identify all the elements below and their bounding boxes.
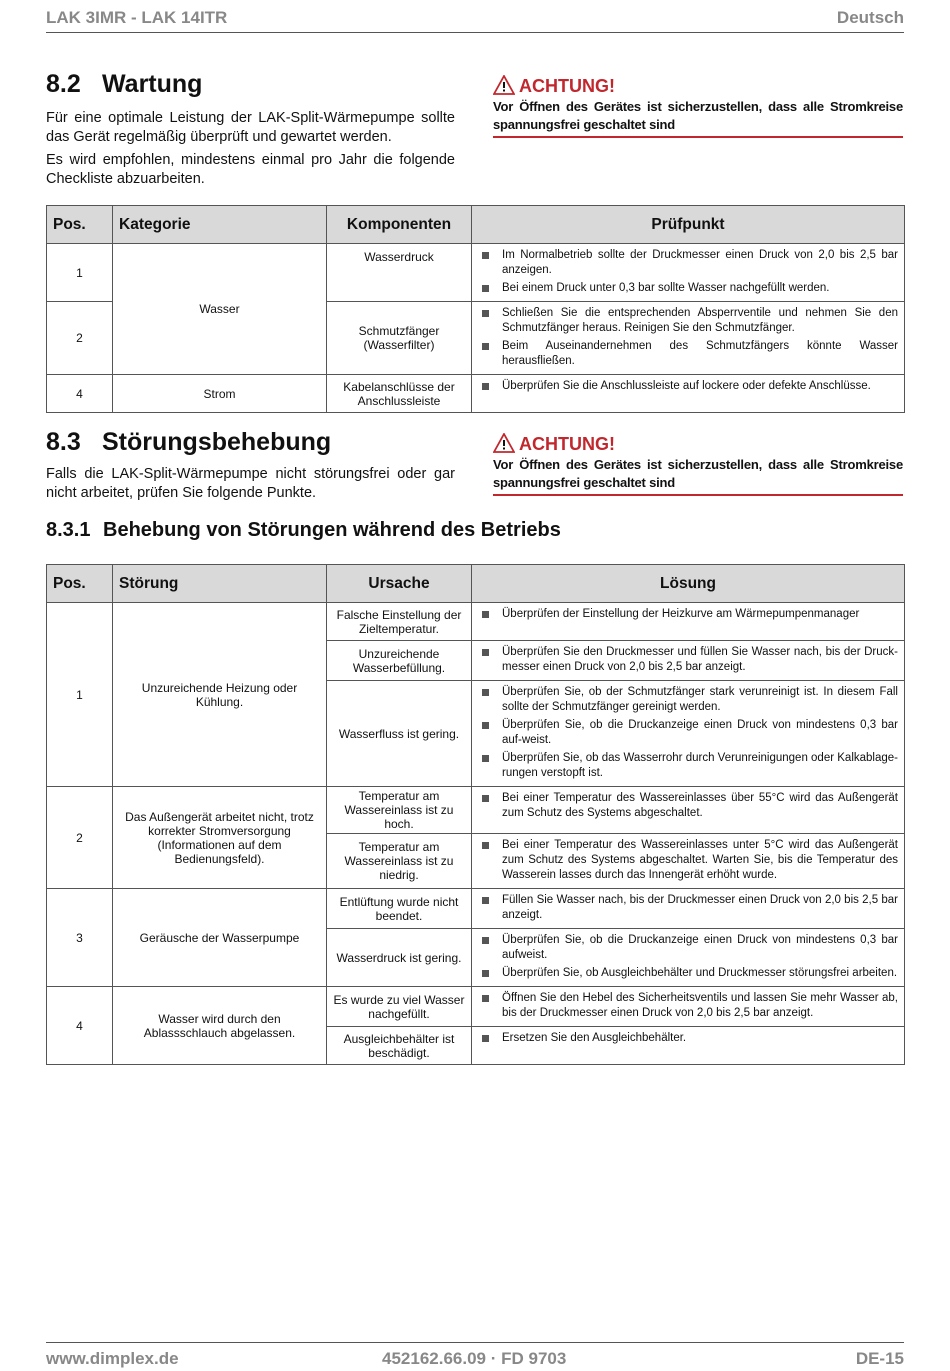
section-number: 8.3 bbox=[46, 428, 81, 456]
list-item: Öffnen Sie den Hebel des Sicherheitsventils und lassen Sie mehr Wasser ab, bis der Druckmesser einen Druck von 2,0 bis 2,5 bar anzeigt. bbox=[482, 991, 898, 1021]
fault-cell: Wasser wird durch den Ablassschlauch abgelassen. bbox=[113, 987, 327, 1065]
subsection-heading-8-3-1 bbox=[46, 519, 561, 542]
section-title: Störungsbehebung bbox=[102, 428, 332, 456]
solution-cell bbox=[472, 787, 905, 834]
page-footer bbox=[46, 1342, 904, 1371]
pos-cell: 2 bbox=[47, 787, 113, 889]
list-item: Beim Auseinandernehmen des Schmutzfängers könnte Wasser herausfließen. bbox=[482, 339, 898, 369]
paragraph: Für eine optimale Leistung der LAK-Split-Wärmepumpe sollte das Gerät regelmäßig überprüft und gewartet werden. bbox=[46, 110, 455, 145]
category-cell: Strom bbox=[113, 375, 327, 413]
list-item: Überprüfen Sie, ob Ausgleichbehälter und Druckmesser störungsfrei arbeiten. bbox=[482, 966, 898, 981]
pos-cell: 1 bbox=[47, 603, 113, 787]
category-cell: Wasser bbox=[113, 244, 327, 375]
section-number: 8.2 bbox=[46, 70, 81, 98]
column-header: Pos. bbox=[47, 565, 113, 603]
table-header-row bbox=[47, 565, 905, 603]
column-header: Pos. bbox=[47, 206, 113, 244]
cause-cell: Wasserfluss ist gering. bbox=[327, 681, 472, 787]
column-header: Lösung bbox=[472, 565, 905, 603]
list-item: Im Normalbetrieb sollte der Druckmesser einen Druck von 2,0 bis 2,5 bar anzeigen. bbox=[482, 248, 898, 278]
cause-cell: Entlüftung wurde nicht beendet. bbox=[327, 889, 472, 929]
list-item: Überprüfen der Einstellung der Heizkurve am Wärmepumpenmanager bbox=[482, 607, 898, 622]
section-number: 8.3.1 bbox=[46, 519, 91, 541]
warning-title: ACHTUNG! bbox=[493, 432, 903, 456]
troubleshooting-table bbox=[46, 564, 905, 1065]
warning-triangle-icon bbox=[493, 433, 515, 453]
page-number: DE-15 bbox=[855, 1349, 904, 1368]
column-header: Komponenten bbox=[327, 206, 472, 244]
component-cell: Wasserdruck bbox=[327, 244, 472, 302]
paragraph: Falls die LAK-Split-Wärmepumpe nicht störungsfrei oder gar nicht arbeitet, prüfen Sie folgende Punkte. bbox=[46, 466, 455, 501]
list-item: Überprüfen Sie, ob das Wasserrohr durch Verunreinigungen oder Kalkablage-rungen verstopft ist. bbox=[482, 751, 898, 781]
component-cell: Kabelanschlüsse der Anschlussleiste bbox=[327, 375, 472, 413]
column-header: Prüfpunkt bbox=[472, 206, 905, 244]
list-item: Bei einer Temperatur des Wassereinlasses unter 5°C wird das Außengerät zum Schutz des Systems abgeschaltet. Warten Sie, bis die Temperatur des Wasserein lasses durch das Innengerät erhöht wurde. bbox=[482, 838, 898, 883]
pos-cell: 3 bbox=[47, 889, 113, 987]
section-heading-8-3 bbox=[46, 428, 331, 457]
section-title: Behebung von Störungen während des Betriebs bbox=[103, 519, 561, 541]
list-item: Überprüfen Sie den Druckmesser und füllen Sie Wasser nach, bis der Druck-messer einen Druck von 2,0 bis 2,5 bar anzeigt. bbox=[482, 645, 898, 675]
page-header bbox=[46, 6, 904, 33]
header-model: LAK 3IMR - LAK 14ITR bbox=[46, 8, 228, 27]
check-cell bbox=[472, 244, 905, 302]
column-header: Störung bbox=[113, 565, 327, 603]
cause-cell: Es wurde zu viel Wasser nachgefüllt. bbox=[327, 987, 472, 1027]
solution-cell bbox=[472, 987, 905, 1027]
footer-website-link[interactable]: www.dimplex.de bbox=[46, 1349, 179, 1368]
table-row bbox=[47, 244, 905, 302]
table-header-row bbox=[47, 206, 905, 244]
list-item: Bei einer Temperatur des Wassereinlasses über 55°C wird das Außengerät zum Schutz des Systems abgeschaltet. bbox=[482, 791, 898, 821]
warning-text: Vor Öffnen des Gerätes ist sicherzustellen, dass alle Stromkreise spannungsfrei geschaltet sind bbox=[493, 99, 903, 132]
maintenance-checklist-table bbox=[46, 205, 905, 413]
header-language: Deutsch bbox=[836, 8, 904, 27]
list-item: Schließen Sie die entsprechenden Absperrventile und nehmen Sie den Schmutzfänger heraus. Reinigen Sie den Schmutzfänger. bbox=[482, 306, 898, 336]
warning-box bbox=[493, 432, 903, 496]
cause-cell: Falsche Einstellung der Zieltemperatur. bbox=[327, 603, 472, 641]
warning-title: ACHTUNG! bbox=[493, 74, 903, 98]
list-item: Überprüfen Sie die Anschlussleiste auf lockere oder defekte Anschlüsse. bbox=[482, 379, 898, 394]
solution-cell bbox=[472, 929, 905, 987]
list-item: Ersetzen Sie den Ausgleichbehälter. bbox=[482, 1031, 898, 1046]
fault-cell: Das Außengerät arbeitet nicht, trotz korrekter Stromversorgung (Informationen auf dem Bedienungsfeld). bbox=[113, 787, 327, 889]
list-item: Überprüfen Sie, ob die Druckanzeige einen Druck von mindestens 0,3 bar auf-weist. bbox=[482, 718, 898, 748]
fault-cell: Unzureichende Heizung oder Kühlung. bbox=[113, 603, 327, 787]
table-row bbox=[47, 889, 905, 929]
list-item: Bei einem Druck unter 0,3 bar sollte Wasser nachgefüllt werden. bbox=[482, 281, 898, 296]
section-heading-8-2 bbox=[46, 70, 202, 99]
pos-cell: 4 bbox=[47, 987, 113, 1065]
fault-cell: Geräusche der Wasserpumpe bbox=[113, 889, 327, 987]
warning-text: Vor Öffnen des Gerätes ist sicherzustellen, dass alle Stromkreise spannungsfrei geschaltet sind bbox=[493, 457, 903, 490]
table-row bbox=[47, 603, 905, 641]
solution-cell bbox=[472, 1027, 905, 1065]
solution-cell bbox=[472, 834, 905, 889]
table-row bbox=[47, 787, 905, 834]
paragraph: Es wird empfohlen, mindestens einmal pro Jahr die folgende Checkliste abzuarbeiten. bbox=[46, 152, 455, 187]
cause-cell: Unzureichende Wasserbefüllung. bbox=[327, 641, 472, 681]
pos-cell: 2 bbox=[47, 302, 113, 375]
warning-box bbox=[493, 74, 903, 138]
column-header: Ursache bbox=[327, 565, 472, 603]
solution-cell bbox=[472, 603, 905, 641]
list-item: Füllen Sie Wasser nach, bis der Druckmesser einen Druck von 2,0 bis 2,5 bar anzeigt. bbox=[482, 893, 898, 923]
list-item: Überprüfen Sie, ob die Druckanzeige einen Druck von mindestens 0,3 bar aufweist. bbox=[482, 933, 898, 963]
solution-cell bbox=[472, 641, 905, 681]
list-item: Überprüfen Sie, ob der Schmutzfänger stark verunreinigt ist. In diesem Fall sollte der Schmutzfänger gereinigt werden. bbox=[482, 685, 898, 715]
cause-cell: Wasserdruck ist gering. bbox=[327, 929, 472, 987]
cause-cell: Temperatur am Wassereinlass ist zu niedrig. bbox=[327, 834, 472, 889]
footer-document-number: 452162.66.09 · FD 9703 bbox=[382, 1349, 567, 1368]
column-header: Kategorie bbox=[113, 206, 327, 244]
table-row bbox=[47, 375, 905, 413]
section-title: Wartung bbox=[102, 70, 203, 98]
solution-cell bbox=[472, 681, 905, 787]
pos-cell: 1 bbox=[47, 244, 113, 302]
table-row bbox=[47, 987, 905, 1027]
check-cell bbox=[472, 375, 905, 413]
check-cell bbox=[472, 302, 905, 375]
solution-cell bbox=[472, 889, 905, 929]
warning-triangle-icon bbox=[493, 75, 515, 95]
cause-cell: Ausgleichbehälter ist beschädigt. bbox=[327, 1027, 472, 1065]
cause-cell: Temperatur am Wassereinlass ist zu hoch. bbox=[327, 787, 472, 834]
component-cell: Schmutzfänger (Wasserfilter) bbox=[327, 302, 472, 375]
pos-cell: 4 bbox=[47, 375, 113, 413]
